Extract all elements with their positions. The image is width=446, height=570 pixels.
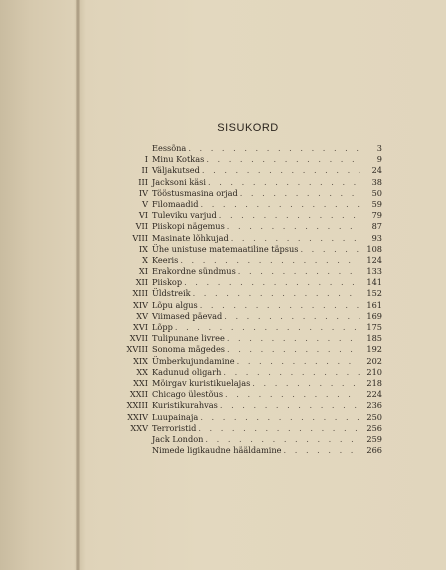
page-number: 259 [366,433,382,444]
toc-entry [120,367,382,378]
chapter-number: XIII [132,288,148,299]
dot-leader [298,244,360,255]
page-number: 152 [366,288,382,299]
dot-leader [221,367,360,378]
dot-leader [229,233,360,244]
dot-leader [218,400,360,411]
chapter-title: Tuleviku varjud [152,210,217,221]
chapter-number: X [142,254,148,265]
toc-entry [120,288,382,299]
dot-leader [200,165,360,176]
page-number: 185 [366,333,382,344]
dot-leader [223,389,360,400]
toc-entry [120,356,382,367]
chapter-number: XXI [133,377,148,388]
chapter-number: XVIII [126,344,148,355]
toc-entry [120,255,382,266]
chapter-number: XIV [133,299,148,310]
toc-entry [120,333,382,344]
chapter-title: Jack London [152,433,204,444]
page-number: 3 [376,143,382,153]
chapter-title: Lõpp [152,322,173,332]
chapter-title: Möirgav kuristikuelajas [152,377,251,388]
toc-entry [120,244,382,255]
toc-entry [120,199,382,210]
toc-entry [120,154,382,165]
chapter-title: Jacksoni käsi [152,176,206,187]
chapter-title: Lõpu algus [152,299,198,310]
page-number: 93 [371,232,382,243]
page-number: 59 [371,198,382,209]
chapter-title: Masinate lõhkujad [152,232,229,243]
chapter-number: VI [138,210,148,221]
chapter-title: Luupainaja [152,411,199,422]
chapter-number: XXV [130,422,148,433]
chapter-number: XII [135,277,148,288]
chapter-number: XVI [133,322,148,332]
chapter-title: Chicago ülestõus [152,389,224,400]
toc-entry [120,344,382,355]
chapter-number: IX [138,243,148,254]
dot-leader [198,199,360,210]
page-number: 192 [366,344,382,355]
dot-leader [191,288,360,299]
chapter-number: XV [136,310,148,321]
page-fold [76,0,80,570]
dot-leader [235,356,360,367]
toc-entry [120,165,382,176]
toc-entry [120,233,382,244]
chapter-title: Nimede ligikaudne hääldamine [152,445,282,456]
chapter-number: XXII [129,389,148,400]
toc-entry [120,412,382,423]
chapter-title: Piiskopi nägemus [152,221,225,232]
chapter-title: Üldstreik [152,288,191,299]
toc-entry [120,389,382,400]
chapter-number: IV [138,187,148,198]
page-number: 38 [371,176,382,187]
chapter-number: I [144,154,148,165]
dot-leader [250,378,360,389]
chapter-number: XIX [133,355,148,366]
toc-entry [120,143,382,154]
page-number: 236 [366,400,382,411]
dot-leader [186,143,360,154]
chapter-title: Minu Kotkas [152,154,205,165]
chapter-title: Tööstusmasina orjad [152,187,238,198]
chapter-title: Viimased päevad [152,310,223,321]
page-number: 9 [376,154,382,165]
dot-leader [173,322,360,333]
chapter-number: XX [136,366,148,377]
page-number: 133 [366,266,382,277]
chapter-title: Piiskop [152,277,183,288]
chapter-number: II [141,165,148,176]
toc-entry [120,266,382,277]
page-number: 266 [366,445,382,456]
toc-entry [120,300,382,311]
page-number: 24 [371,165,382,176]
toc-entry [120,434,382,445]
chapter-number: VIII [132,232,148,243]
toc-entry [120,445,382,456]
page-number: 50 [371,187,382,198]
dot-leader [178,255,360,266]
chapter-number: V [142,198,148,209]
toc-entry [120,322,382,333]
chapter-number: XI [138,266,148,277]
dot-leader [198,412,360,423]
chapter-number: III [138,176,148,187]
page-number: 224 [366,389,382,400]
chapter-number: VII [135,221,148,232]
page-number: 218 [366,377,382,388]
dot-leader [236,266,360,277]
toc-entry [120,378,382,389]
chapter-title: Tulipunane livree [152,333,225,344]
dot-leader [182,277,360,288]
page-number: 210 [366,366,382,377]
chapter-title: Kuristikurahvas [152,400,218,411]
toc-entry [120,423,382,434]
toc-entry [120,221,382,232]
dot-leader [217,210,360,221]
page-number: 175 [366,322,382,332]
toc-entry [120,311,382,322]
chapter-number: XXIII [126,400,148,411]
page-title: SISUKORD [217,122,279,134]
dot-leader [222,311,360,322]
page-number: 79 [371,210,382,221]
chapter-title: Erakordne sündmus [152,266,236,277]
page-number: 124 [366,254,382,265]
page-number: 256 [366,422,382,433]
dot-leader [203,434,360,445]
page-number: 161 [366,299,382,310]
dot-leader [225,333,360,344]
chapter-number: XXIV [127,411,148,422]
chapter-title: Sonoma mägedes [152,344,226,355]
dot-leader [204,154,360,165]
toc-entry [120,277,382,288]
chapter-title: Filomaadid [152,198,199,209]
page-number: 87 [371,221,382,232]
dot-leader [282,445,360,456]
page-number: 108 [366,243,382,254]
dot-leader [196,423,360,434]
page-number: 250 [366,411,382,422]
page-number: 169 [366,310,382,321]
dot-leader [225,221,360,232]
toc-entry [120,177,382,188]
chapter-title: Ümberkujundamine [152,355,235,366]
dot-leader [206,177,360,188]
toc-entry [120,210,382,221]
chapter-title: Eessõna [152,143,187,153]
chapter-number: XVII [129,333,148,344]
chapter-title: Terroristid [152,422,197,433]
chapter-title: Keeris [152,254,179,265]
toc-entry [120,400,382,411]
toc-entry [120,188,382,199]
chapter-title: Kadunud oligarh [152,366,222,377]
page-number: 141 [366,277,382,288]
page-number: 202 [366,355,382,366]
dot-leader [225,344,360,355]
table-of-contents [120,143,382,456]
chapter-title: Ühe unistuse matemaatiline täpsus [152,243,299,254]
chapter-title: Väljakutsed [152,165,200,176]
dot-leader [198,300,360,311]
dot-leader [238,188,360,199]
